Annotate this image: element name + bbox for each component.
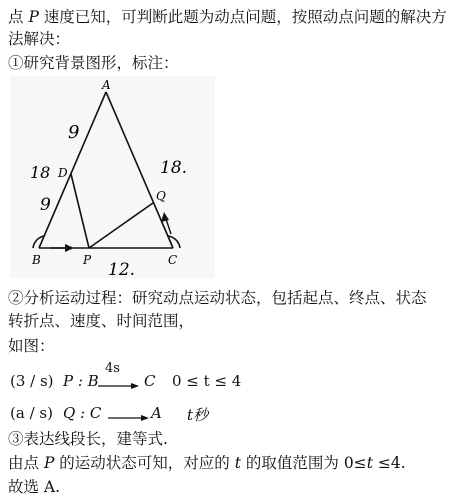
- step-2-line-1: ②分析运动过程：研究动点运动状态，包括起点、终点、状态: [8, 289, 427, 307]
- arrow-p: [98, 382, 140, 390]
- line-2: 法解决：: [8, 30, 71, 48]
- speed-q: (a / s): [10, 404, 53, 422]
- range-p: 0 ≤ t ≤ 4: [172, 372, 242, 390]
- segment-pq: [89, 203, 153, 248]
- arrow-q: [108, 414, 150, 422]
- arrowhead-cq: [161, 212, 169, 222]
- expr-right-p: C: [144, 372, 156, 390]
- expr-right-q: A: [151, 404, 162, 422]
- triangle-figure: [10, 76, 215, 278]
- variable-p: P: [43, 454, 55, 472]
- motion-row-p: [10, 361, 270, 394]
- step-2-line-3: 如图：: [8, 337, 55, 355]
- text-segment: ≤4.: [372, 454, 406, 472]
- text-segment: 速度已知，可判断此题为动点问题，按照动点问题的解决方: [38, 8, 447, 26]
- label-c: C: [168, 253, 178, 267]
- segment-dp: [71, 174, 89, 248]
- annotation-bc: 12.: [108, 260, 136, 278]
- label-d: D: [58, 166, 68, 180]
- annotation-ad: 9: [68, 122, 80, 143]
- triangle-diagram: [10, 76, 215, 278]
- arrowhead-bp: [65, 244, 74, 252]
- label-b: B: [32, 253, 41, 267]
- step-3-heading: ③表达线段长，建等式.: [8, 430, 168, 448]
- annotation-bd: 9: [40, 195, 51, 215]
- annotation-bd-outer: 18: [30, 163, 51, 182]
- label-q: Q: [156, 189, 166, 203]
- speed-p: (3 / s): [10, 372, 54, 390]
- line-1: [8, 6, 447, 28]
- variable-t: t: [366, 454, 373, 472]
- label-a: A: [102, 78, 111, 92]
- text-segment: 点: [8, 8, 29, 26]
- text-segment: 的取值范围为 0≤: [240, 454, 367, 472]
- conclusion-line: [8, 452, 406, 474]
- time-p: 4s: [105, 361, 120, 376]
- expr-left-q: Q : C: [63, 404, 102, 422]
- motion-row-q: [10, 402, 270, 426]
- variable-p: P: [28, 8, 39, 26]
- range-q: t秒: [187, 406, 209, 424]
- variable-t: t: [234, 454, 241, 472]
- text-segment: 的运动状态可知，对应的: [54, 454, 235, 472]
- step-2-line-2: 转折点、速度、时间范围，: [8, 312, 195, 330]
- expr-left-p: P : B: [63, 372, 99, 390]
- annotation-ac: 18.: [160, 158, 188, 178]
- step-1-heading: ①研究背景图形，标注：: [8, 54, 179, 72]
- answer-line: 故选 A.: [8, 478, 61, 496]
- text-segment: 由点: [8, 454, 44, 472]
- label-p: P: [83, 253, 92, 267]
